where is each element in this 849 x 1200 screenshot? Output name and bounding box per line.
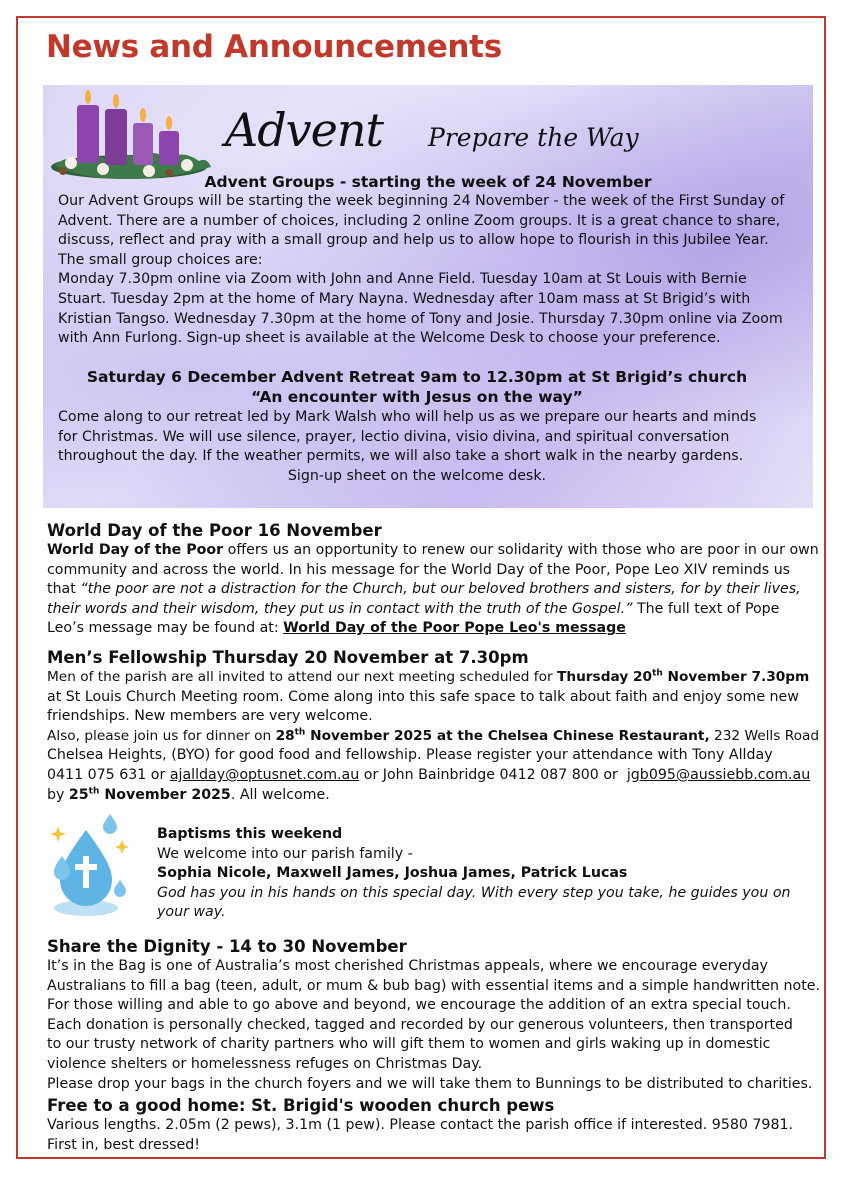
- text-span: 232 Wells Road: [709, 727, 820, 744]
- text-span: that: [47, 581, 81, 598]
- poor-lead: World Day of the Poor: [47, 542, 224, 558]
- text-span: offers us an opportunity to renew our solidarity with those who are poor in our own: [223, 542, 819, 558]
- advent-retreat-signup: Sign-up sheet on the welcome desk.: [287, 468, 547, 484]
- text-line: community and across the world. In his message for the World Day of the Poor, Pope Leo XIV reminds us: [47, 561, 791, 578]
- pews-body: [47, 1116, 822, 1155]
- baptisms-body: [157, 825, 817, 923]
- text-line: God has you in his hands on this special day. With every step you take, he guides you on: [157, 884, 791, 901]
- text-span: or John Bainbridge 0412 087 800 or: [359, 766, 627, 783]
- text-line: discuss, reflect and pray with a small group and help us to allow hope to flourish in this Jubilee Year.: [58, 232, 769, 249]
- advent-retreat-text: [58, 408, 756, 467]
- text-line: friendships. New members are very welcome.: [47, 708, 373, 725]
- text-span: th: [652, 668, 663, 679]
- text-line: It’s in the Bag is one of Australia’s most cherished Christmas appeals, where we encourage everyday: [47, 958, 768, 974]
- text-line: at St Louis Church Meeting room. Come along into this safe space to talk about faith and enjoy some new: [47, 688, 799, 705]
- text-line: your way.: [157, 904, 226, 921]
- advent-banner: [43, 85, 813, 508]
- text-line: The small group choices are:: [58, 251, 263, 268]
- text-line: Kristian Tangso. Wednesday 7.30pm at the home of Tony and Josie. Thursday 7.30pm online via Zoom: [58, 310, 783, 327]
- text-line: with Ann Furlong. Sign-up sheet is available at the Welcome Desk to choose your preference.: [58, 330, 721, 347]
- text-span: November 2025 at the Chelsea Chinese Restaurant,: [305, 727, 710, 744]
- baptism-water-drop-icon: [46, 810, 132, 922]
- text-line: First in, best dressed!: [47, 1136, 200, 1153]
- text-line: Please drop your bags in the church foyers and we will take them to Bunnings to be distributed to charities.: [47, 1075, 813, 1092]
- text-line: Each donation is personally checked, tagged and recorded by our generous volunteers, then transported: [47, 1016, 793, 1033]
- mens-body: [47, 668, 822, 805]
- advent-candles-icon: [49, 87, 214, 182]
- text-line: Come along to our retreat led by Mark Walsh who will help us as we prepare our hearts and minds: [58, 409, 757, 425]
- text-span: November 2025: [99, 786, 231, 803]
- text-span: November 7.30pm: [662, 669, 810, 685]
- pope-quote: their words and their wisdom, they put us in contact with the truth of the Gospel.”: [47, 600, 633, 617]
- baptism-names: Sophia Nicole, Maxwell James, Joshua James, Patrick Lucas: [157, 865, 628, 882]
- dignity-body: [47, 957, 822, 1094]
- page-title: News and Announcements: [46, 29, 502, 65]
- dignity-title: Share the Dignity - 14 to 30 November: [47, 937, 407, 956]
- advent-groups-heading: Advent Groups - starting the week of 24 November: [204, 173, 652, 191]
- pope-quote: “the poor are not a distraction for the Church, but our beloved brothers and sisters, for by their lives,: [80, 581, 801, 598]
- text-span: . All welcome.: [230, 786, 330, 803]
- text-line: to our trusty network of charity partners who will gift them to women and girls waking up in domestic: [47, 1036, 771, 1053]
- pope-message-link[interactable]: World Day of the Poor Pope Leo's message: [283, 620, 626, 637]
- text-line: For those willing and able to go above and beyond, we encourage the addition of an extra special touch.: [47, 997, 791, 1014]
- text-span: Also, please join us for dinner on: [47, 727, 276, 744]
- text-line: violence shelters or homelessness refuges on Christmas Day.: [47, 1055, 483, 1072]
- pews-title: Free to a good home: St. Brigid's wooden church pews: [47, 1096, 555, 1115]
- advent-groups-text: [58, 192, 784, 349]
- text-line: Australians to fill a bag (teen, adult, or mum & bub bag) with essential items and a simple handwritten note.: [47, 977, 821, 994]
- text-line: Our Advent Groups will be starting the week beginning 24 November - the week of the First Sunday of: [58, 193, 785, 209]
- advent-script-title: Advent: [225, 103, 383, 157]
- text-line: Stuart. Tuesday 2pm at the home of Mary Nayna. Wednesday after 10am mass at St Brigid’s with: [58, 290, 751, 307]
- text-span: by: [47, 786, 69, 803]
- advent-retreat-quote: “An encounter with Jesus on the way”: [251, 388, 583, 406]
- email-link-bainbridge[interactable]: jgb095@aussiebb.com.au: [626, 766, 811, 783]
- mens-title: Men’s Fellowship Thursday 20 November at 7.30pm: [47, 648, 529, 667]
- advent-retreat-heading: Saturday 6 December Advent Retreat 9am to 12.30pm at St Brigid’s church: [86, 368, 748, 386]
- text-span: Men of the parish are all invited to attend our next meeting scheduled for: [47, 669, 557, 685]
- advent-subtitle: Prepare the Way: [428, 123, 639, 152]
- text-line: for Christmas. We will use silence, prayer, lectio divina, visio divina, and spiritual conversation: [58, 428, 730, 445]
- text-line: Chelsea Heights, (BYO) for good food and fellowship. Please register your attendance with Tony Allday: [47, 747, 773, 764]
- text-line: We welcome into our parish family -: [157, 845, 413, 862]
- text-line: throughout the day. If the weather permits, we will also take a short walk in the nearby gardens.: [58, 448, 744, 465]
- text-span: th: [88, 785, 100, 796]
- text-span: The full text of Pope: [632, 600, 780, 617]
- text-span: th: [294, 727, 306, 738]
- text-line: Monday 7.30pm online via Zoom with John and Anne Field. Tuesday 10am at St Louis with Bernie: [58, 271, 747, 288]
- text-span: Thursday 20: [556, 669, 653, 685]
- email-link-allday[interactable]: ajallday@optusnet.com.au: [169, 766, 360, 783]
- poor-body: [47, 541, 822, 639]
- text-span: 28: [275, 727, 295, 744]
- text-span: 25: [68, 786, 89, 803]
- text-line: Advent. There are a number of choices, including 2 online Zoom groups. It is a great chance to share,: [58, 212, 781, 229]
- text-span: 0411 075 631 or: [47, 766, 170, 783]
- baptisms-title: Baptisms this weekend: [157, 826, 343, 842]
- text-line: Various lengths. 2.05m (2 pews), 3.1m (1 pew). Please contact the parish office if interested. 9580 7981.: [47, 1117, 794, 1133]
- poor-title: World Day of the Poor 16 November: [47, 521, 382, 540]
- text-span: Leo’s message may be found at:: [47, 620, 284, 637]
